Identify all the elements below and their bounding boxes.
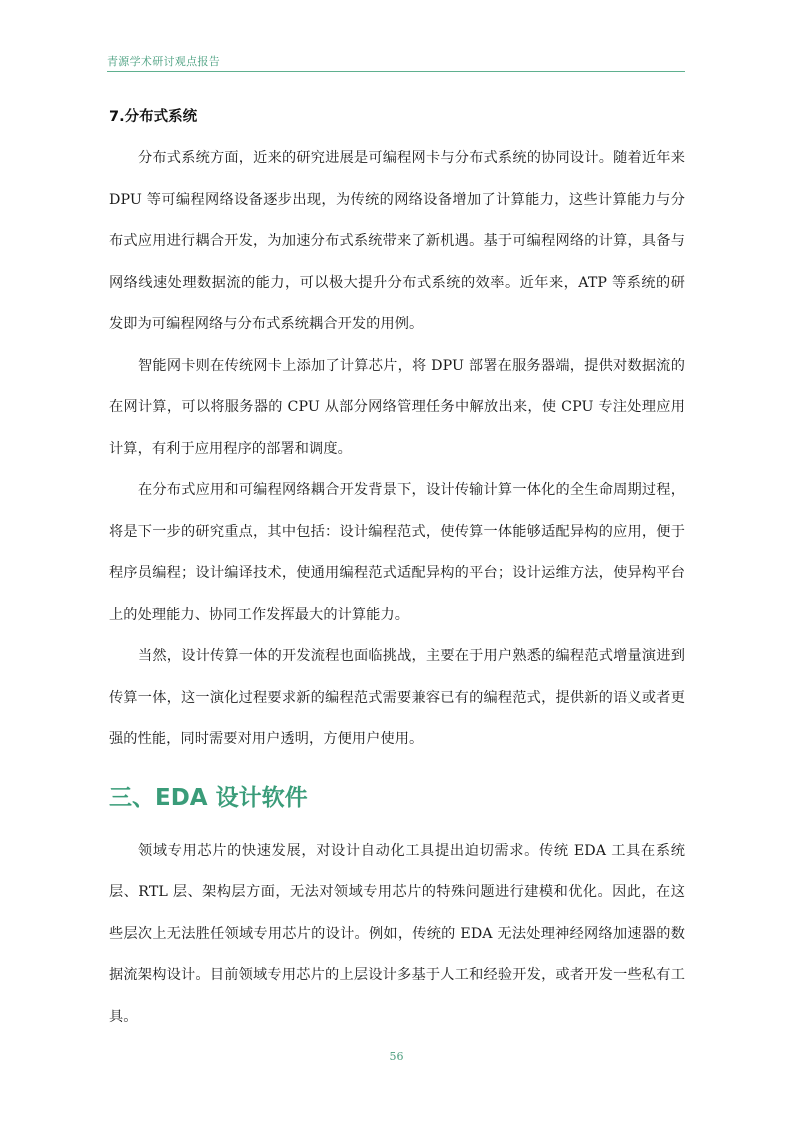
page-number: 56 <box>389 1050 404 1063</box>
header-divider <box>107 71 685 72</box>
section-heading-eda-software: 三、EDA 设计软件 <box>109 784 308 811</box>
header-title: 青源学术研讨观点报告 <box>107 55 220 68</box>
section-heading-distributed-systems: 7.分布式系统 <box>109 109 198 125</box>
page-header <box>107 50 685 72</box>
page-content <box>109 96 685 1038</box>
paragraph: 在分布式应用和可编程网络耦合开发背景下，设计传输计算一体化的全生命周期过程，将是下一步的研究重点，其中包括：设计编程范式，使传算一体能够适配异构的应用，便于程序员编程；设计编译技术，使通用编程范式适配异构的平台；设计运维方法，使异构平台上的处理能力、协同工作发挥最大的计算能力。 <box>109 482 685 623</box>
paragraph: 智能网卡则在传统网卡上添加了计算芯片，将 DPU 部署在服务器端，提供对数据流的在网计算，可以将服务器的 CPU 从部分网络管理任务中解放出来，使 CPU 专注处理应用计算，有利于应用程序的部署和调度。 <box>109 357 685 457</box>
paragraph: 当然，设计传算一体的开发流程也面临挑战，主要在于用户熟悉的编程范式增量演进到传算一体，这一演化过程要求新的编程范式需要兼容已有的编程范式，提供新的语义或者更强的性能，同时需要对用户透明，方便用户使用。 <box>109 648 685 747</box>
paragraph: 领域专用芯片的快速发展，对设计自动化工具提出迫切需求。传统 EDA 工具在系统层、RTL 层、架构层方面，无法对领域专用芯片的特殊问题进行建模和优化。因此，在这些层次上无法胜任领域专用芯片的设计。例如，传统的 EDA 无法处理神经网络加速器的数据流架构设计。目前领域专用芯片的上层设计多基于人工和经验开发，或者开发一些私有工具。 <box>109 842 685 1025</box>
paragraph: 分布式系统方面，近来的研究进展是可编程网卡与分布式系统的协同设计。随着近年来 DPU 等可编程网络设备逐步出现，为传统的网络设备增加了计算能力，这些计算能力与分布式应用进行耦合开发，为加速分布式系统带来了新机遇。基于可编程网络的计算，具备与网络线速处理数据流的能力，可以极大提升分布式系统的效率。近年来，ATP 等系统的研发即为可编程网络与分布式系统耦合开发的用例。 <box>109 150 685 332</box>
